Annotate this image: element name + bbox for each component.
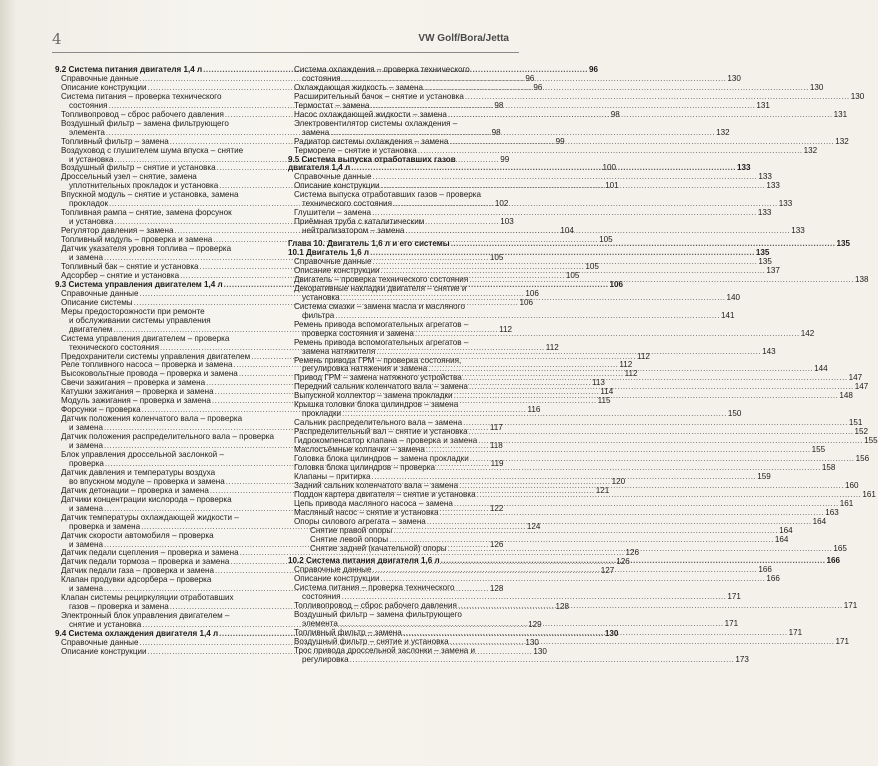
toc-entry-page: 106 xyxy=(525,288,539,298)
toc-entry-page: 161 xyxy=(862,489,876,499)
toc-entry-page: 164 xyxy=(779,525,793,535)
dot-leader xyxy=(450,638,835,647)
toc-entry-page: 133 xyxy=(737,163,751,173)
toc-entry-title: Адсорбер – снятие и установка xyxy=(61,270,180,280)
toc-entry-title: Описание конструкции xyxy=(61,646,147,656)
header-rule xyxy=(52,52,519,53)
toc-entry-page: 105 xyxy=(489,253,504,263)
toc-entry-title: и замена xyxy=(69,441,104,451)
dot-leader xyxy=(448,545,833,554)
toc-entry-page: 158 xyxy=(821,462,836,472)
toc-entry-title: Выпускной коллектор – замена прокладки xyxy=(294,391,453,401)
toc-entry-title: состояния xyxy=(69,100,108,110)
toc-entry-title: Датчик указателя уровня топлива – проверка xyxy=(61,244,232,254)
toc-entry-title: Форсунки – проверка xyxy=(61,405,141,415)
toc-entry-title: элемента xyxy=(302,619,338,629)
toc-entry-page: 130 xyxy=(850,91,865,101)
toc-entry-title: Приёмная труба с каталитическим xyxy=(294,217,425,227)
running-header: VW Golf/Bora/Jetta xyxy=(418,33,509,44)
toc-entry-page: 117 xyxy=(489,423,503,433)
toc-entry-page: 102 xyxy=(494,199,509,209)
toc-entry-title: Декоративные накладки двигателя – снятие и xyxy=(294,283,467,293)
toc-entry-title: Термореле – снятие и установка xyxy=(294,145,417,155)
toc-entry-page: 105 xyxy=(585,261,599,271)
toc-entry-page: 131 xyxy=(756,100,770,110)
toc-entry-title: Описание конструкции xyxy=(61,82,147,92)
toc-entry-title: Система питания – проверка технического xyxy=(294,583,455,593)
toc-entry-page: 133 xyxy=(791,226,805,236)
dot-leader xyxy=(454,392,839,401)
toc-entry-page: 130 xyxy=(604,629,619,639)
toc-entry-page: 171 xyxy=(788,628,803,638)
toc-entry-page: 99 xyxy=(555,136,565,146)
toc-entry-page: 116 xyxy=(527,405,541,415)
toc-entry-page: 147 xyxy=(854,382,869,392)
toc-entry-page: 112 xyxy=(637,351,650,361)
toc-entry-title: Регулятор давления – замена xyxy=(61,226,174,236)
toc-entry-title: Датчик температуры охлаждающей жидкости – xyxy=(61,512,239,522)
toc-entry-title: Описание конструкции xyxy=(294,265,380,275)
toc-entry-page: 119 xyxy=(490,458,504,468)
toc-entry-title: Датчик давления и температуры воздуха xyxy=(61,467,216,477)
toc-entry-page: 114 xyxy=(600,387,614,397)
toc-entry-title: Датчик педали тормоза – проверка и замена xyxy=(61,557,230,567)
page-number: 4 xyxy=(52,30,62,48)
toc-entry-title: Цепь привода масляного насоса – замена xyxy=(294,498,453,508)
toc-entry-title: Радиатор системы охлаждения – замена xyxy=(294,136,449,146)
toc-entry-page: 147 xyxy=(848,373,863,383)
toc-entry-page: 98 xyxy=(494,100,504,110)
toc-entry-title: Датчики концентрации кислорода – проверка xyxy=(61,494,232,504)
toc-entry-page: 132 xyxy=(835,136,849,146)
toc-entry-title: Снятие правой опоры xyxy=(310,525,393,535)
toc-entry-page: 141 xyxy=(721,310,735,320)
toc-entry-page: 130 xyxy=(533,646,547,656)
toc-entry-title: Воздуховод с глушителем шума впуска – снятие xyxy=(61,145,244,155)
toc-entry-title: и установка xyxy=(69,154,114,164)
toc-entry-title: и замена xyxy=(69,503,104,513)
toc-entry-title: Справочные данные xyxy=(294,172,372,182)
toc-entry-title: Снятие задней (качательной) опоры xyxy=(310,543,447,553)
toc-entry-title: Привод ГРМ – замена натяжного устройства xyxy=(294,373,462,383)
toc-entry-page: 131 xyxy=(833,109,848,119)
toc-entry-title: Датчик положения распределительного вала – проверка xyxy=(61,432,274,442)
toc-entry-title: Топливопровод – сброс рабочего давления xyxy=(294,601,457,611)
toc-entry-page: 173 xyxy=(735,654,749,664)
toc-entry-title: Дроссельный узел – снятие, замена xyxy=(61,172,197,182)
toc-entry-title: Ремень привода вспомогательных агрегатов – xyxy=(294,319,469,329)
toc-entry-page: 156 xyxy=(855,453,870,463)
toc-entry-page: 121 xyxy=(595,485,610,495)
toc-entry-title: Система смазки – замена масла и масляного xyxy=(294,301,465,311)
toc-entry-page: 152 xyxy=(854,427,868,437)
toc-entry-page: 135 xyxy=(758,257,772,267)
toc-entry-title: замена xyxy=(302,127,330,137)
toc-entry xyxy=(288,654,749,665)
toc-entry-title: Электронный блок управления двигателем – xyxy=(61,611,230,621)
toc-entry-title: Датчик педали сцепления – проверка и замена xyxy=(61,548,239,558)
toc-entry-page: 112 xyxy=(619,360,633,370)
toc-entry-page: 137 xyxy=(766,265,780,275)
toc-entry-title: Воздушный фильтр – замена фильтрующего xyxy=(61,118,229,128)
toc-entry-title: Поддон картера двигателя – снятие и установка xyxy=(294,489,476,499)
toc-entry-page: 133 xyxy=(778,199,793,209)
toc-entry-page: 132 xyxy=(803,145,818,155)
toc-entry-title: Справочные данные xyxy=(61,73,139,83)
toc-entry-title: нейтрализатором – замена xyxy=(302,226,405,236)
toc-entry-page: 112 xyxy=(499,324,513,334)
toc-entry-page: 140 xyxy=(726,292,740,302)
toc-entry-title: Расширительный бачок – снятие и установка xyxy=(294,91,464,101)
toc-entry-page: 105 xyxy=(565,270,580,280)
toc-entry-title: Головка блока цилиндров – замена прокладки xyxy=(294,453,469,463)
toc-entry-title: Сальник распределительного вала – замена xyxy=(294,418,463,428)
toc-entry-page: 98 xyxy=(610,109,620,119)
toc-entry-title: Топливный фильтр – замена xyxy=(294,628,402,638)
toc-entry-title: Трос привода дроссельной заслонки – замена и xyxy=(294,646,476,655)
toc-entry-title: Головка блока цилиндров – проверка xyxy=(294,462,436,472)
toc-entry-page: 163 xyxy=(825,507,839,517)
toc-entry-page: 124 xyxy=(526,521,541,531)
toc-entry-page: 101 xyxy=(605,181,619,191)
toc-entry-page: 126 xyxy=(625,548,639,558)
toc-entry-page: 165 xyxy=(833,543,847,553)
toc-entry-title: Свечи зажигания – проверка и замена xyxy=(61,378,206,388)
toc-entry-page: 142 xyxy=(800,328,815,338)
toc-entry-title: Распределительный вал – снятие и установка xyxy=(294,427,468,437)
dot-leader xyxy=(418,147,803,156)
toc-entry-title: проверка и замена xyxy=(69,521,141,531)
toc-entry-title: 9.4 Система охлаждения двигателя 1,4 л xyxy=(55,629,219,639)
dot-leader xyxy=(350,656,735,665)
dot-leader xyxy=(415,330,800,339)
toc-entry-title: Описание конструкции xyxy=(294,574,380,584)
toc-entry-page: 126 xyxy=(616,557,630,567)
toc-entry-title: технического состояния xyxy=(69,342,159,352)
toc-entry-title: и замена xyxy=(69,253,104,263)
toc-entry-title: Справочные данные xyxy=(61,288,139,298)
toc-entry-title: прокладки xyxy=(302,409,342,419)
toc-entry-page: 159 xyxy=(757,471,771,481)
toc-entry-page: 160 xyxy=(844,480,859,490)
toc-entry-title: Датчик педали газа – проверка и замена xyxy=(61,566,214,576)
toc-entry-page: 105 xyxy=(599,235,613,245)
dot-leader xyxy=(448,111,833,120)
toc-entry-title: Топливный бак – снятие и установка xyxy=(61,261,199,271)
toc-entry-page: 104 xyxy=(560,226,574,236)
dot-leader xyxy=(469,276,854,285)
toc-entry-title: Клапаны – притирка xyxy=(294,471,371,481)
toc-entry-title: Модуль зажигания – проверка и замена xyxy=(61,396,211,406)
toc-entry-title: Опоры силового агрегата – замена xyxy=(294,516,426,526)
toc-entry-title: Предохранители системы управления двигателем xyxy=(61,351,251,361)
toc-entry-page: 115 xyxy=(597,396,611,406)
toc-entry-title: снятие и установка xyxy=(69,620,142,630)
toc-entry-title: двигателем xyxy=(69,324,113,334)
toc-entry-page: 130 xyxy=(525,638,539,647)
toc-entry-title: Топливный модуль – проверка и замена xyxy=(61,235,213,245)
toc-entry-title: и установка xyxy=(69,217,114,227)
toc-entry-page: 96 xyxy=(589,65,599,74)
toc-entry-title: Двигатель – проверка технического состояния xyxy=(294,274,469,284)
toc-entry-page: 138 xyxy=(855,274,869,284)
toc-entry-page: 130 xyxy=(727,73,741,83)
toc-entry-page: 135 xyxy=(755,248,770,258)
toc-entry-title: технического состояния xyxy=(302,199,392,209)
toc-entry-title: 10.2 Система питания двигателя 1,6 л xyxy=(288,556,440,566)
toc-entry-page: 100 xyxy=(602,163,616,173)
toc-entry-title: Датчик положения коленчатого вала – проверка xyxy=(61,414,243,424)
toc-entry-title: Маслосъёмные колпачки – замена xyxy=(294,445,425,455)
toc-entry-page: 133 xyxy=(758,172,772,182)
toc-entry-title: Система управления двигателем – проверка xyxy=(61,333,230,343)
toc-entry-title: 9.3 Система управления двигателем 1,4 л xyxy=(55,279,223,289)
toc-entry-title: во впускном модуле – проверка и замена xyxy=(69,476,225,486)
dot-leader xyxy=(405,227,790,236)
toc-entry-title: Реле топливного насоса – проверка и замена xyxy=(61,360,233,370)
toc-entry-page: 98 xyxy=(491,127,501,137)
toc-entry-title: Справочные данные xyxy=(294,257,372,267)
toc-entry-page: 118 xyxy=(489,441,503,451)
toc-entry-title: Крышка головки блока цилиндров – замена xyxy=(294,400,459,410)
toc-entry-title: Клапан продувки адсорбера – проверка xyxy=(61,575,212,585)
toc-entry-page: 128 xyxy=(555,602,570,612)
toc-entry-title: Электровентилятор системы охлаждения – xyxy=(294,118,458,128)
toc-entry-title: Воздушный фильтр – снятие и установка xyxy=(61,163,216,173)
toc-entry-title: Задний сальник коленчатого вала – замена xyxy=(294,480,459,490)
toc-entry-title: установка xyxy=(302,292,340,302)
toc-entry-title: уплотнительных прокладок и установка xyxy=(69,181,219,191)
toc-entry-page: 135 xyxy=(836,239,851,249)
toc-entry-title: замена натяжителя xyxy=(302,346,376,356)
toc-entry-title: Система охлаждения – проверка технического xyxy=(294,65,470,74)
toc-entry-page: 171 xyxy=(843,601,858,611)
toc-entry-title: Воздушный фильтр – замена фильтрующего xyxy=(294,610,462,620)
toc-entry-page: 122 xyxy=(489,503,504,513)
toc-entry-title: Впускной модуль – снятие и установка, замена xyxy=(61,190,239,200)
toc-entry-title: и замена xyxy=(69,584,104,594)
toc-entry-page: 106 xyxy=(609,279,623,289)
toc-entry-title: Воздушный фильтр – снятие и установка xyxy=(294,637,449,647)
toc-entry-title: и обслуживании системы управления xyxy=(69,315,211,325)
toc-entry-title: Датчик скорости автомобиля – проверка xyxy=(61,530,214,540)
toc-entry-title: Система питания – проверка технического xyxy=(61,91,222,101)
toc-entry-page: 148 xyxy=(839,391,853,401)
toc-entry-page: 151 xyxy=(848,418,863,428)
toc-entry-page: 166 xyxy=(826,556,841,566)
dot-leader xyxy=(372,209,757,218)
toc-entry-title: Справочные данные xyxy=(61,638,139,647)
toc-entry-title: и замена xyxy=(69,423,104,433)
toc-entry-title: прокладок xyxy=(69,199,109,209)
toc-entry-page: 129 xyxy=(528,620,542,630)
toc-entry-title: двигателя 1,4 л xyxy=(288,163,351,173)
toc-entry-page: 96 xyxy=(525,73,535,83)
toc-entry-title: состояния xyxy=(302,592,341,602)
toc-entry-title: Датчик детонации – проверка и замена xyxy=(61,485,209,495)
toc-entry-page: 144 xyxy=(814,364,828,374)
toc-entry-title: элемента xyxy=(69,127,105,137)
toc-entry-title: 10.1 Двигатель 1,6 л xyxy=(288,248,370,258)
toc-entry-page: 127 xyxy=(600,566,615,576)
toc-entry-page: 161 xyxy=(839,498,854,508)
toc-entry-title: Система выпуска отработавших газов – проверка xyxy=(294,190,481,200)
toc-entry-page: 164 xyxy=(774,534,789,544)
toc-entry-title: Ремень привода ГРМ – проверка состояния, xyxy=(294,355,462,365)
toc-entry-page: 130 xyxy=(809,82,824,92)
toc-entry-title: регулировка натяжения и замена xyxy=(302,364,428,374)
toc-entry-page: 166 xyxy=(766,574,780,584)
toc-entry-title: 9.2 Система питания двигателя 1,4 л xyxy=(55,65,203,74)
toc-entry-title: проверка xyxy=(69,458,104,468)
toc-entry-page: 133 xyxy=(766,181,780,191)
toc-entry-page: 96 xyxy=(533,82,543,92)
toc-entry-title: 9.5 Система выпуска отработавших газов xyxy=(288,154,456,164)
toc-entry-page: 164 xyxy=(812,516,827,526)
toc-entry-page: 106 xyxy=(519,297,533,307)
toc-entry-title: Термостат – замена xyxy=(294,100,370,110)
toc-entry-title: Топливный фильтр – замена xyxy=(61,136,169,146)
toc-entry-page: 128 xyxy=(489,584,504,594)
toc-entry-title: Снятие левой опоры xyxy=(310,534,389,544)
toc-entry-page: 166 xyxy=(758,565,772,575)
toc-entry-page: 133 xyxy=(757,208,772,218)
page-binding-shadow xyxy=(0,0,16,766)
toc-entry-title: Высоковольтные провода – проверка и замена xyxy=(61,369,238,379)
toc-entry-page: 155 xyxy=(864,436,878,446)
toc-entry-title: Ремень привода вспомогательных агрегатов – xyxy=(294,337,469,347)
toc-entry-page: 132 xyxy=(716,127,730,137)
toc-entry-title: Клапан системы рециркуляции отработавших xyxy=(61,593,234,603)
toc-entry-title: Меры предосторожности при ремонте xyxy=(61,306,205,316)
toc-entry-title: газов – проверка и замена xyxy=(69,602,169,612)
toc-entry-page: 120 xyxy=(611,476,626,486)
toc-entry-page: 99 xyxy=(500,154,510,164)
toc-entry-title: Блок управления дроссельной заслонкой – xyxy=(61,449,224,459)
toc-entry-title: Катушки зажигания – проверка и замена xyxy=(61,387,214,397)
toc-entry-title: Насос охлаждающей жидкости – замена xyxy=(294,109,447,119)
toc-entry-title: Охлаждающая жидкость – замена xyxy=(294,82,423,92)
toc-entry-title: и замена xyxy=(69,539,104,549)
toc-entry-page: 150 xyxy=(727,409,742,419)
toc-entry-page: 155 xyxy=(811,445,826,455)
toc-entry-page: 171 xyxy=(835,637,849,647)
toc-entry-page: 171 xyxy=(727,592,741,602)
toc-entry-title: Глава 10. Двигатель 1,6 л и его системы xyxy=(288,239,450,249)
toc-entry-title: проверка состояния и замена xyxy=(302,328,414,338)
toc-entry-title: Топливная рампа – снятие, замена форсунок xyxy=(61,208,232,218)
toc-entry-page: 143 xyxy=(762,346,776,356)
toc-entry-title: Справочные данные xyxy=(294,565,372,575)
toc-entry-page: 112 xyxy=(624,369,638,379)
toc-entry-title: регулировка xyxy=(302,654,349,664)
toc-entry-title: Масляный насос – снятие и установка xyxy=(294,507,439,517)
toc-entry-page: 113 xyxy=(591,378,605,388)
toc-entry-title: Описание конструкции xyxy=(294,181,380,191)
toc-entry-title: состояния xyxy=(302,73,341,83)
dot-leader xyxy=(458,602,843,611)
toc-entry-title: Глушители – замена xyxy=(294,208,372,218)
toc-entry-title: фильтра xyxy=(302,310,335,320)
toc-entry-title: Описание системы xyxy=(61,297,133,307)
toc-entry-page: 112 xyxy=(545,342,559,352)
toc-entry-page: 103 xyxy=(500,217,514,227)
toc-entry-page: 126 xyxy=(489,539,504,549)
toc-entry-page: 171 xyxy=(724,619,739,629)
toc-entry-title: Топливопровод – сброс рабочего давления xyxy=(61,109,224,119)
toc-entry-title: Передний сальник коленчатого вала – замена xyxy=(294,382,468,392)
toc-entry-title: Гидрокомпенсатор клапана – проверка и замена xyxy=(294,436,478,446)
